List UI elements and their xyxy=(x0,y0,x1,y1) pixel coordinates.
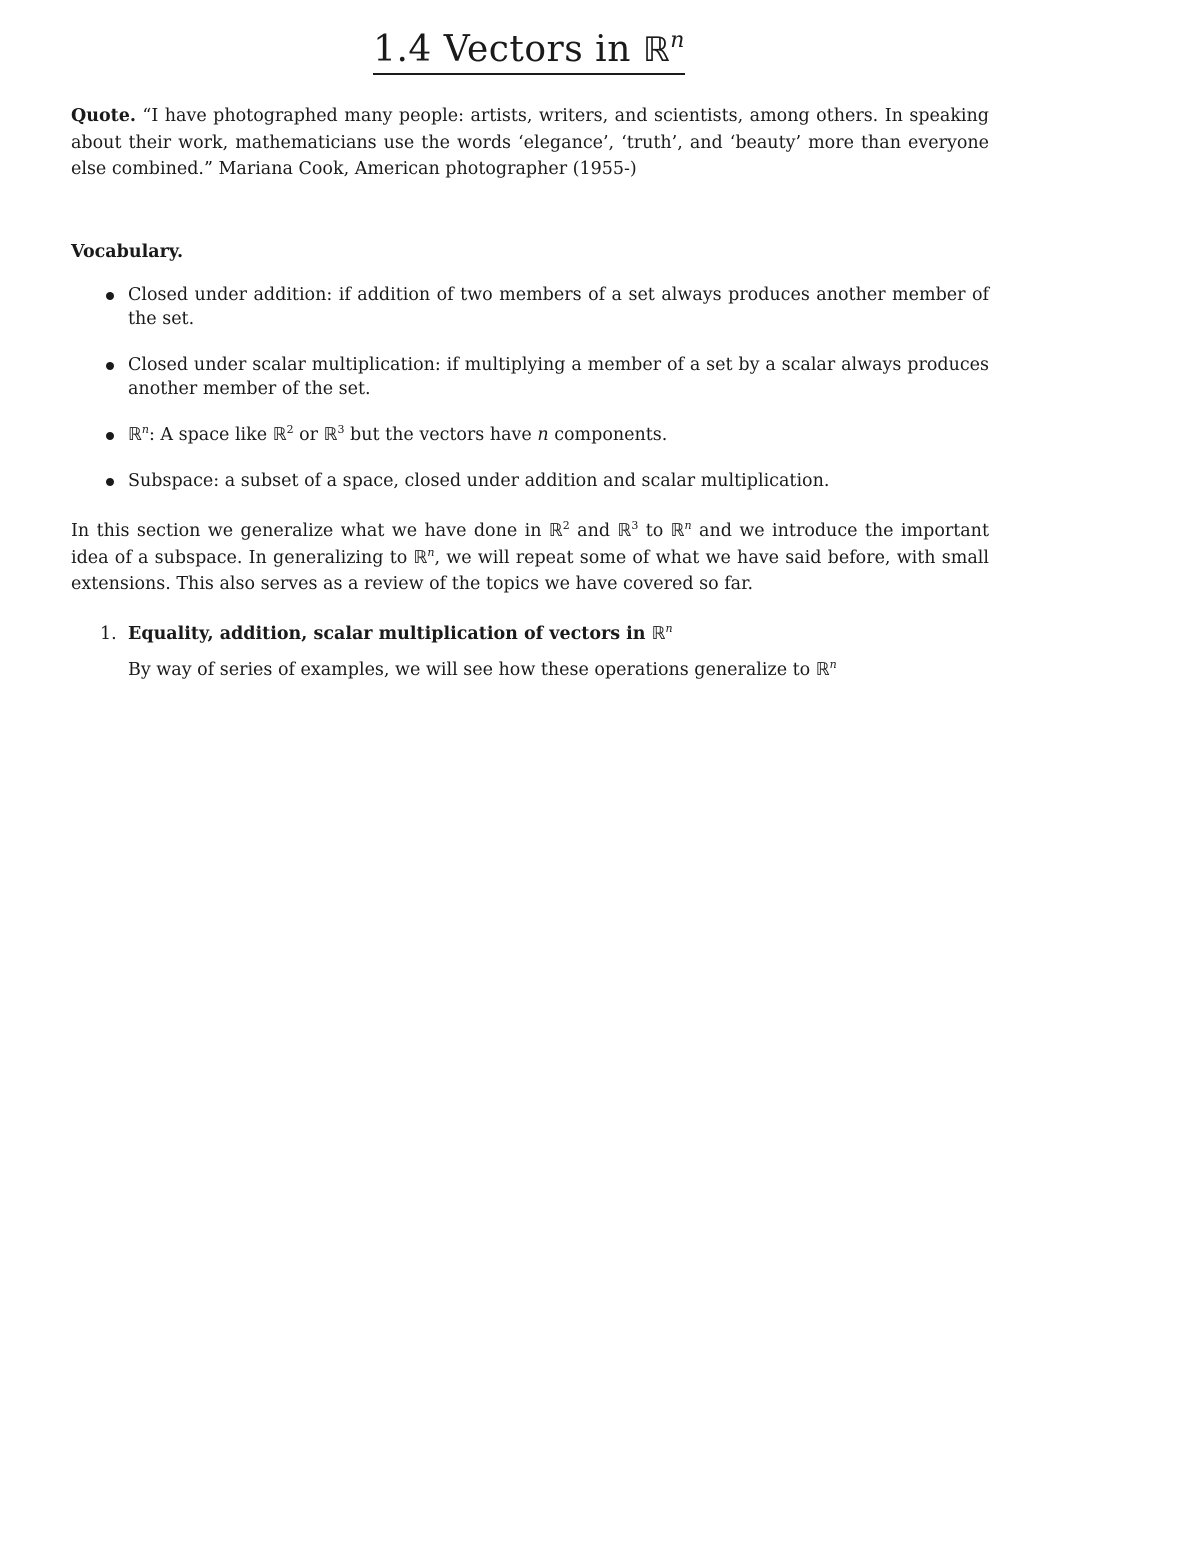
title-prefix: 1.4 Vectors in xyxy=(373,29,643,70)
section-1 xyxy=(100,620,990,684)
bullet-icon xyxy=(106,362,114,370)
math-variable: n xyxy=(537,425,549,445)
exponent: n xyxy=(665,622,673,635)
title-set-symbol: ℝ xyxy=(642,30,671,70)
vocabulary-list xyxy=(71,283,989,515)
vocab-item-text: components. xyxy=(548,425,668,445)
set-symbol: ℝ xyxy=(670,521,685,541)
vocab-item-text: : A space like xyxy=(148,425,273,445)
list-item xyxy=(71,423,989,447)
quote-text: “I have photographed many people: artists, writers, and scientists, among others. In speaking about their work, mathematicians use the words ‘elegance’, ‘truth’, and ‘beauty’ more than everyone else combined.” Mariana Cook, American photographer (1955-) xyxy=(71,106,989,179)
section-body-text: By way of series of examples, we will see how these operations generalize to xyxy=(128,660,816,680)
set-symbol: ℝ xyxy=(413,547,428,568)
list-item xyxy=(71,469,989,493)
section-heading-text: Equality, addition, scalar multiplication of vectors in xyxy=(128,624,652,644)
exponent: n xyxy=(427,545,435,559)
exponent: 3 xyxy=(337,423,345,436)
exponent: n xyxy=(684,519,692,532)
list-item xyxy=(71,353,989,401)
section-body xyxy=(100,656,990,684)
vocab-item-text: Closed under scalar multiplication: if multiplying a member of a set by a scalar always produces another member of the set. xyxy=(128,355,989,399)
vocabulary-heading: Vocabulary. xyxy=(71,242,184,262)
intro-text: and xyxy=(569,521,618,541)
set-symbol: ℝ xyxy=(548,521,563,541)
bullet-icon xyxy=(106,478,114,486)
bullet-icon xyxy=(106,432,114,440)
vocab-item-text: but the vectors have xyxy=(344,425,538,445)
intro-text: In this section we generalize what we have done in xyxy=(71,521,549,541)
title-exponent: n xyxy=(670,28,685,53)
page-title-underlined xyxy=(373,29,685,75)
intro-text: and we introduce the important idea of a subspace. In generalizing to xyxy=(71,521,989,568)
exponent: n xyxy=(829,658,837,671)
set-symbol: ℝ xyxy=(617,521,632,541)
exponent: 2 xyxy=(286,423,294,436)
intro-text: to xyxy=(638,521,671,541)
exponent: 3 xyxy=(631,519,639,532)
quote-label: Quote. xyxy=(71,106,136,126)
section-heading xyxy=(100,620,990,648)
set-symbol: ℝ xyxy=(651,624,666,644)
set-symbol: ℝ xyxy=(272,425,287,445)
set-symbol: ℝ xyxy=(815,660,830,680)
page-title xyxy=(0,26,1058,75)
exponent: n xyxy=(141,423,149,436)
vocab-item-text: or xyxy=(293,425,324,445)
set-symbol: ℝ xyxy=(323,425,338,445)
bullet-icon xyxy=(106,292,114,300)
intro-paragraph xyxy=(71,518,989,598)
vocab-item-text: Subspace: a subset of a space, closed under addition and scalar multiplication. xyxy=(128,471,830,491)
exponent: 2 xyxy=(562,519,570,532)
quote-paragraph xyxy=(71,103,989,183)
set-symbol: ℝ xyxy=(128,425,142,445)
intro-text: , we will repeat some of what we have said before, with small extensions. This also serves as a review of the topics we have covered so far. xyxy=(71,547,989,594)
list-item xyxy=(71,283,989,331)
vocab-item-text: Closed under addition: if addition of two members of a set always produces another member of the set. xyxy=(128,285,989,329)
section-number: 1. xyxy=(100,624,117,644)
